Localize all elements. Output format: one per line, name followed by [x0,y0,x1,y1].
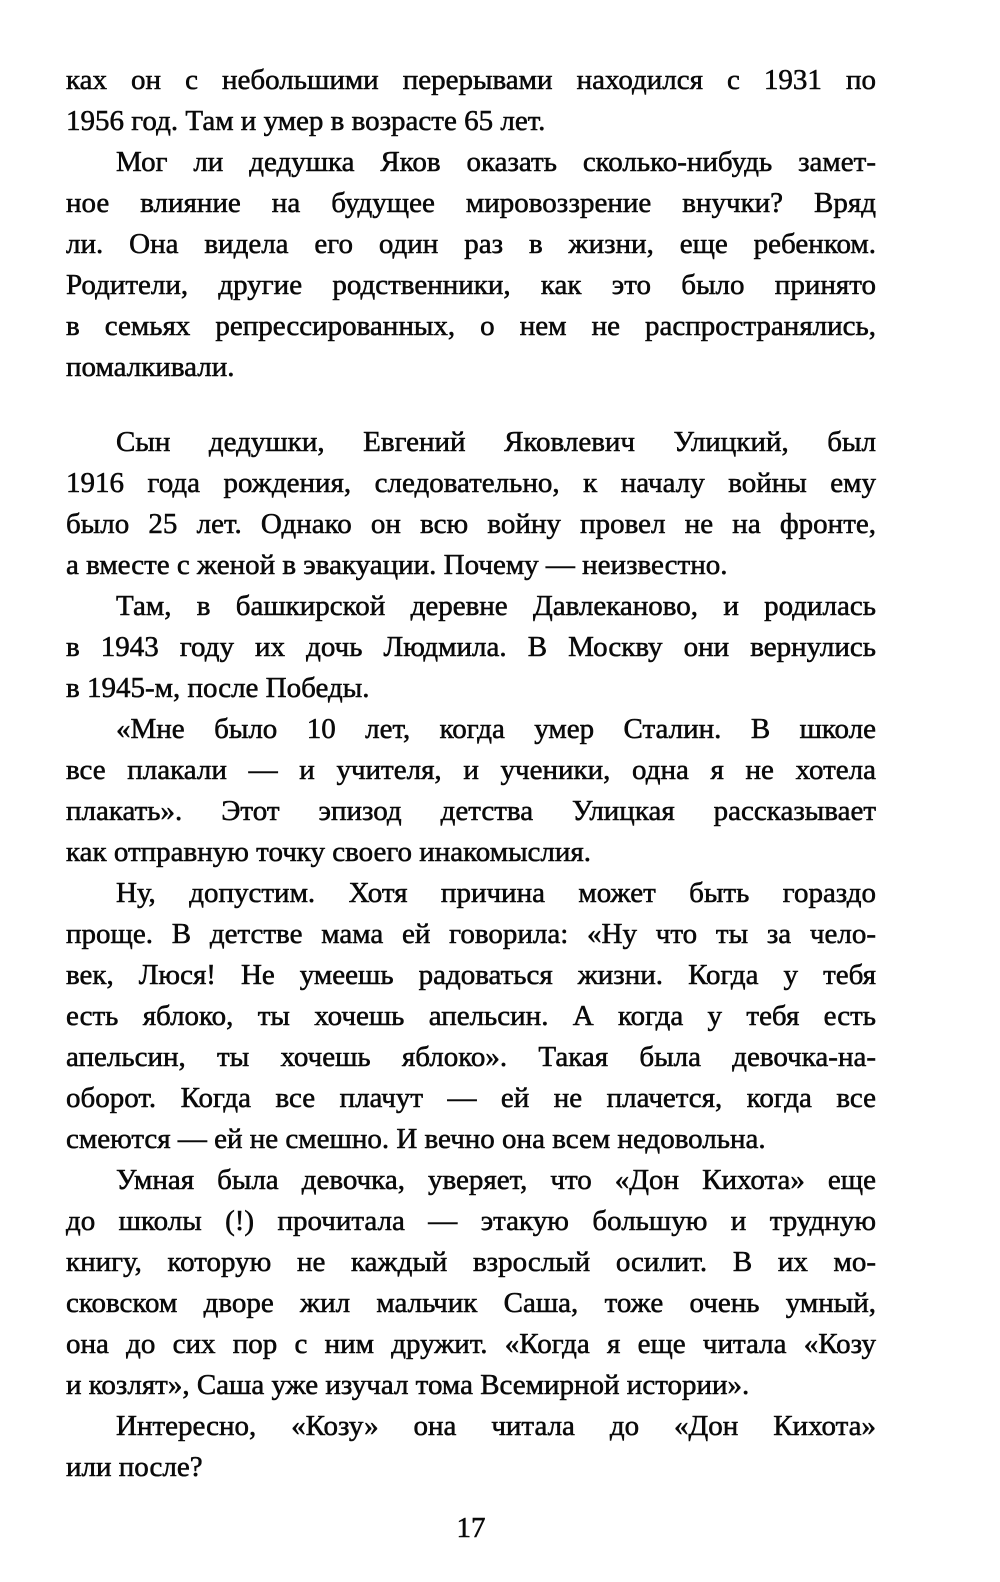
text-line: все плакали — и учителя, и ученики, одна я не хотела [66,754,876,786]
paragraph [66,709,876,873]
paragraph [66,586,876,709]
text-line: ках он с небольшими перерывами находился с 1931 по [66,64,876,96]
text-line: апельсин, ты хочешь яблоко». Такая была девочка-на- [66,1041,876,1073]
text-line: книгу, которую не каждый взрослый осилит. В их мо- [66,1246,876,1278]
text-line: было 25 лет. Однако он всю войну провел не на фронте, [66,508,876,540]
paragraph [66,1406,876,1488]
text-line: смеются — ей не смешно. И вечно она всем недовольна. [66,1123,766,1155]
text-line: в 1943 году их дочь Людмила. В Москву они вернулись [66,631,876,663]
text-line: есть яблоко, ты хочешь апельсин. А когда у тебя есть [66,1000,876,1032]
text-line: 1916 года рождения, следовательно, к началу войны ему [66,467,876,499]
text-line: Там, в башкирской деревне Давлеканово, и родилась [116,590,876,622]
text-line: или после? [66,1451,203,1483]
text-line: 1956 год. Там и умер в возрасте 65 лет. [66,105,546,137]
text-line: плакать». Этот эпизод детства Улицкая рассказывает [66,795,876,827]
text-line: а вместе с женой в эвакуации. Почему — неизвестно. [66,549,728,581]
text-line: сковском дворе жил мальчик Саша, тоже очень умный, [66,1287,876,1319]
text-line: оборот. Когда все плачут — ей не плачется, когда все [66,1082,876,1114]
text-line: Ну, допустим. Хотя причина может быть гораздо [116,877,876,909]
text-line: до школы (!) прочитала — этакую большую и трудную [66,1205,876,1237]
paragraph [66,422,876,586]
text-line: и козлят», Саша уже изучал тома Всемирной истории». [66,1369,750,1401]
page-text [66,60,876,1488]
text-line: Мог ли дедушка Яков оказать сколько-нибудь замет- [116,146,876,178]
text-line: в 1945-м, после Победы. [66,672,370,704]
text-line: Умная была девочка, уверяет, что «Дон Кихота» еще [116,1164,876,1196]
text-line: Интересно, «Козу» она читала до «Дон Кихота» [116,1410,876,1442]
text-line: как отправную точку своего инакомыслия. [66,836,592,868]
text-line: помалкивали. [66,351,235,383]
text-line: «Мне было 10 лет, когда умер Сталин. В школе [116,713,876,745]
text-line: ное влияние на будущее мировоззрение внучки? Вряд [66,187,876,219]
text-line: Сын дедушки, Евгений Яковлевич Улицкий, был [116,426,876,458]
text-line: Родители, другие родственники, как это было принято [66,269,876,301]
paragraph [66,142,876,388]
page-number: 17 [456,1512,486,1544]
text-line: она до сих пор с ним дружит. «Когда я еще читала «Козу [66,1328,876,1360]
text-line: ли. Она видела его один раз в жизни, еще ребенком. [66,228,876,260]
paragraph [66,60,876,142]
text-line: проще. В детстве мама ей говорила: «Ну что ты за чело- [66,918,876,950]
text-line: в семьях репрессированных, о нем не распространялись, [66,310,876,342]
paragraph [66,1160,876,1406]
paragraph [66,873,876,1160]
text-line: век, Люся! Не умеешь радоваться жизни. Когда у тебя [66,959,876,991]
